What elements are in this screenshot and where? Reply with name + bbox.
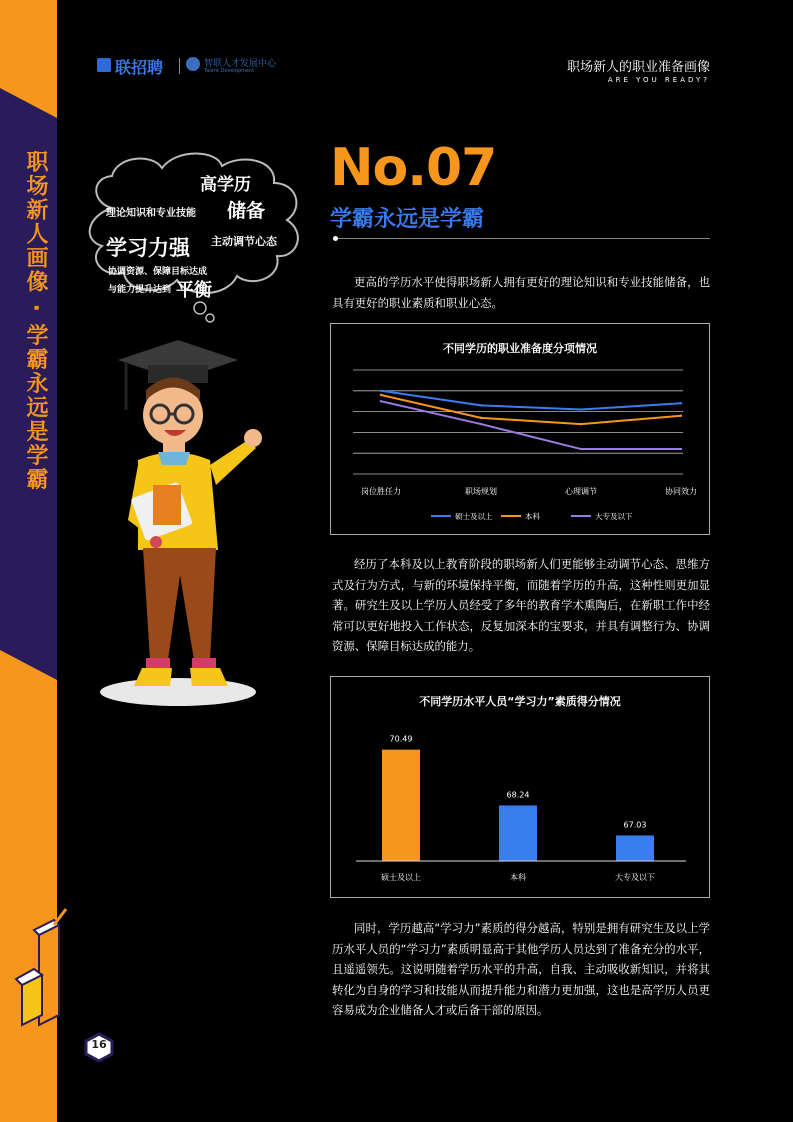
x-tick-label: 本科 (510, 873, 526, 882)
data-point (580, 408, 582, 410)
title-divider (336, 238, 710, 239)
bar-value-label: 68.24 (506, 790, 530, 800)
bar (499, 805, 537, 861)
paragraph-2: 经历了本科及以上教育阶段的职场新人们更能够主动调节心态、思维方式及行为方式，与新的环境保持平衡，而随着学历的升高，这种性则更加显著。研究生及以上学历人员经受了多年的教育学术熏陶后，在新职工作中经常可以更好地投入工作状态，反复加深本的宝要求，并具有调整行为、协调资源、保障目标达成的能力。 (332, 557, 710, 653)
data-point (580, 448, 582, 450)
chart-title: 不同学历水平人员“学习力”素质得分情况 (419, 695, 621, 708)
cloud-text-3: 学习力强 (106, 236, 190, 260)
report-subtitle: ARE YOU READY? (607, 76, 710, 84)
bar-value-label: 67.03 (623, 820, 647, 830)
partner-logo-sub: Talent Development (204, 68, 255, 74)
series-line (381, 391, 681, 410)
cloud-text-3-side: 主动调节心态 (211, 235, 277, 248)
legend-label: 大专及以下 (595, 512, 633, 521)
section-title: 学霸永远是学霸 (330, 207, 485, 232)
chart-title: 不同学历的职业准备度分项情况 (443, 342, 597, 355)
report-title: 职场新人的职业准备画像 (566, 60, 710, 75)
paragraph-1: 更高的学历水平使得职场新人拥有更好的理论知识和专业技能储备，也具有更好的职业素质和职业心态。 (332, 275, 710, 310)
cloud-text-4: 协调资源、保障目标达成 (108, 267, 208, 277)
x-tick-label: 协同效力 (665, 487, 697, 496)
cloud-text-2: 理论知识和专业技能 (106, 208, 196, 219)
bar-value-label: 70.49 (389, 734, 413, 744)
bar-chart-panel (330, 676, 710, 898)
cloud-text-5: 与能力提升达到 (108, 285, 172, 295)
section-number: No.07 (330, 138, 497, 198)
data-point (680, 448, 682, 450)
line-chart-panel (330, 323, 710, 535)
cloud-text-1: 高学历 (200, 175, 251, 195)
data-point (380, 390, 382, 392)
data-point (380, 400, 382, 402)
cloud-text-2-big: 储备 (227, 200, 266, 222)
logo-separator (179, 58, 180, 74)
brand-logo-icon (97, 58, 111, 72)
bar-chart (331, 677, 709, 897)
bar (382, 750, 420, 861)
x-tick-label: 岗位胜任力 (361, 487, 401, 496)
series-line (381, 395, 681, 424)
x-tick-label: 心理调节 (565, 487, 597, 496)
partner-logo-text: 智联人才发展中心 (204, 59, 277, 69)
page-number: 16 (91, 1038, 107, 1051)
brand-logo-text: 联招聘 (115, 58, 164, 77)
data-point (580, 423, 582, 425)
legend-label: 硕士及以上 (455, 512, 493, 521)
data-point (680, 415, 682, 417)
paragraph-3: 同时，学历越高“学习力”素质的得分越高，特别是拥有研究生及以上学历水平人员的“学习力”素质明显高于其他学历人员达到了准备充分的水平，且遥遥领先。这说明随着学历水平的升高，自我、主动吸收新知识，并将其转化为自身的学习和技能从而提升能力和潜力更加强，这也是高学历人员更容易成为企业储备人才或后备干部的原因。 (332, 921, 710, 1017)
data-point (380, 394, 382, 396)
bar (616, 835, 654, 861)
corner-decoration (14, 905, 74, 1035)
partner-logo-icon (186, 57, 200, 71)
x-tick-label: 职场规划 (465, 487, 497, 496)
legend-label: 本科 (525, 512, 540, 521)
data-point (680, 402, 682, 404)
cloud-text-5-big: 平衡 (176, 280, 212, 301)
data-point (480, 417, 482, 419)
data-point (480, 404, 482, 406)
student-illustration (98, 320, 278, 720)
x-tick-label: 大专及以下 (615, 873, 655, 882)
line-chart (331, 324, 709, 534)
x-tick-label: 硕士及以上 (381, 873, 421, 882)
title-divider-dot (333, 236, 338, 241)
sidebar-title: 职场新人画像 · 学霸永远是学霸 (23, 150, 48, 492)
data-point (480, 423, 482, 425)
